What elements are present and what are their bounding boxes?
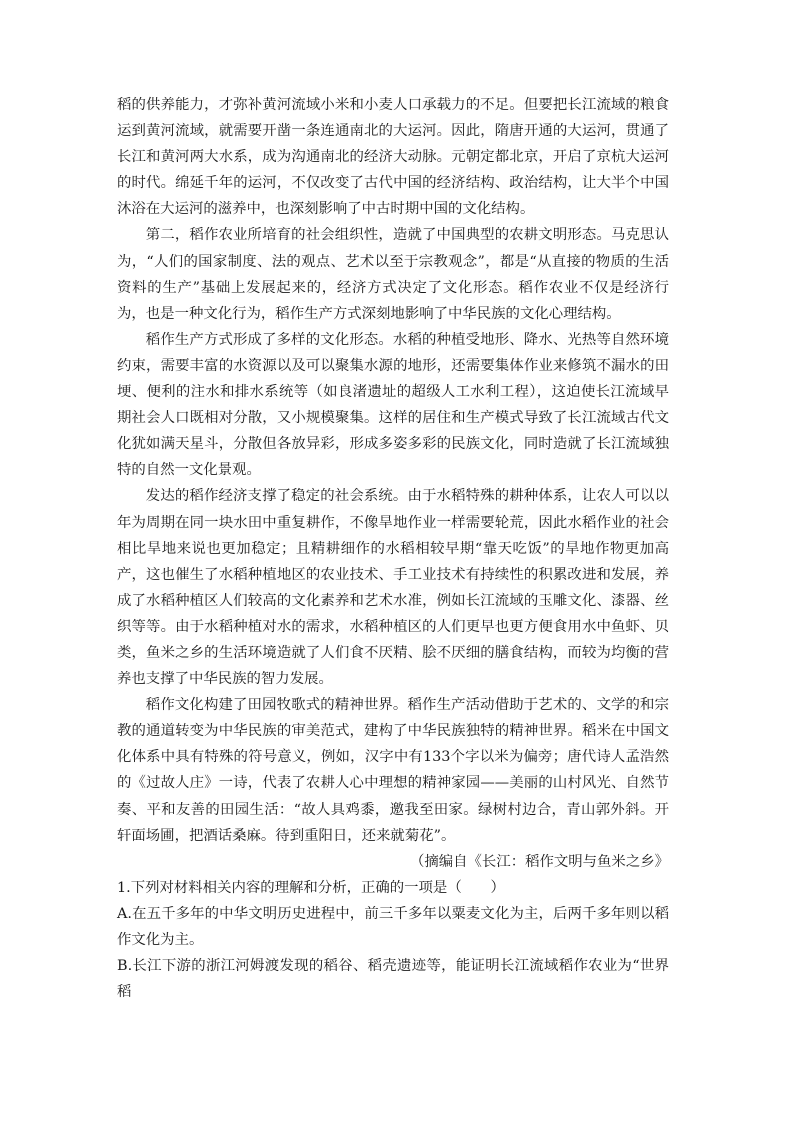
paragraph-2: 第二，稻作农业所培育的社会组织性，造就了中国典型的农耕文明形态。马克思认为，“人们的国家制度、法的观点、艺术以至于宗教观念”，都是“从直接的物质的生活资料的生产”基础上发展起来的，经济方式决定了文化形态。稻作农业不仅是经济行为，也是一种文化行为，稻作生产方式深刻地影响了中华民族的文化心理结构。 (117, 227, 669, 322)
option-a: A.在五千多年的中华文明历史进程中，前三千多年以粟麦文化为主，后两千多年则以稻作文化为主。 (117, 905, 669, 948)
paragraph-4: 发达的稻作经济支撑了稳定的社会系统。由于水稻特殊的耕种体系，让农人可以以年为周期在同一块水田中重复耕作，不像旱地作业一样需要轮荒，因此水稻作业的社会相比旱地来说也更加稳定；且精耕细作的水稻相较早期“靠天吃饭”的旱地作物更加高产，这也催生了水稻种植地区的农业技术、手工业技术有持续性的积累改进和发展，养成了水稻种植区人们较高的文化素养和艺术水准，例如长江流域的玉雕文化、漆器、丝织等等。由于水稻种植对水的需求，水稻种植区的人们更早也更方便食用水中鱼虾、贝类，鱼米之乡的生活环境造就了人们食不厌精、脍不厌细的膳食结构，而较为均衡的营养也支撑了中华民族的智力发展。 (117, 488, 669, 688)
source-citation: （摘编自《长江：稻作文明与鱼米之乡》 (409, 853, 669, 870)
paragraph-3: 稻作生产方式形成了多样的文化形态。水稻的种植受地形、降水、光热等自然环境约束，需要丰富的水资源以及可以聚集水源的地形，还需要集体作业来修筑不漏水的田埂、便利的注水和排水系统等（如良渚遗址的超级人工水利工程），这迫使长江流域早期社会人口既相对分散，又小规模聚集。这样的居住和生产模式导致了长江流域古代文化犹如满天星斗，分散但各放异彩，形成多姿多彩的民族文化，同时造就了长江流域独特的自然一文化景观。 (117, 331, 669, 479)
option-b: B.长江下游的浙江河姆渡发现的稻谷、稻壳遗迹等，能证明长江流域稻作农业为“世界稻 (117, 958, 669, 1001)
paragraph-1: 稻的供养能力，才弥补黄河流域小米和小麦人口承载力的不足。但要把长江流域的粮食运到黄河流域，就需要开凿一条连通南北的大运河。因此，隋唐开通的大运河，贯通了长江和黄河两大水系，成为沟通南北的经济大动脉。元朝定都北京，开启了京杭大运河的时代。绵延千年的运河，不仅改变了古代中国的经济结构、政治结构，让大半个中国沐浴在大运河的滋养中，也深刻影响了中古时期中国的文化结构。 (117, 97, 669, 218)
document-page (117, 92, 669, 1005)
question-stem: 1.下列对材料相关内容的理解和分析，正确的一项是（ ） (117, 879, 505, 896)
paragraph-5: 稻作文化构建了田园牧歌式的精神世界。稻作生产活动借助于艺术的、文学的和宗教的通道转变为中华民族的审美范式，建构了中华民族独特的精神世界。稻米在中国文化体系中具有特殊的符号意义，例如，汉字中有133个字以米为偏旁；唐代诗人孟浩然的《过故人庄》一诗，代表了农耕人心中理想的精神家园——美丽的山村风光、自然节奏、平和友善的田园生活：“故人具鸡黍，邀我至田家。绿树村边合，青山郭外斜。开轩面场圃，把酒话桑麻。待到重阳日，还来就菊花”。 (117, 697, 669, 844)
